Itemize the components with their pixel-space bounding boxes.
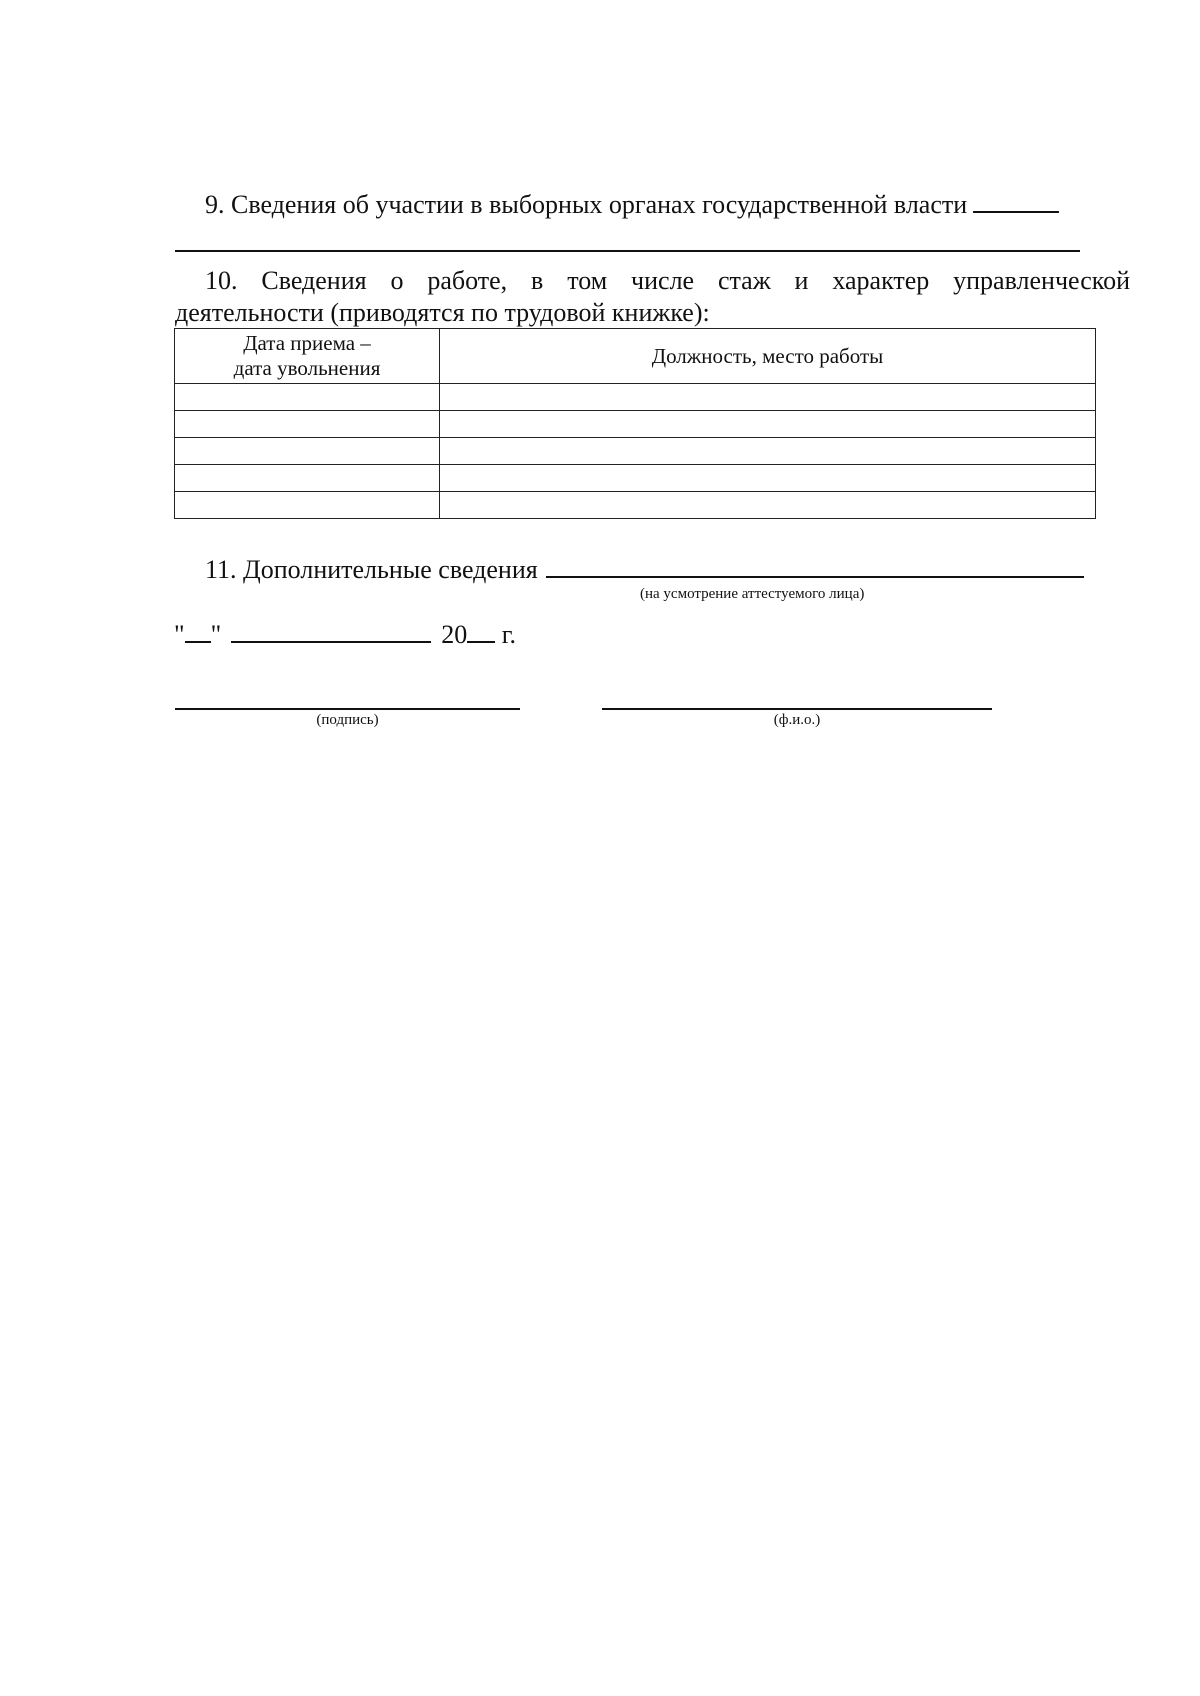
section-11-hint: (на усмотрение аттестуемого лица) bbox=[640, 586, 865, 602]
signature-caption: (подпись) bbox=[316, 712, 379, 728]
column-header-dates-line1: Дата приема – bbox=[243, 331, 371, 355]
date-year-field[interactable] bbox=[467, 621, 495, 643]
table-row bbox=[175, 438, 1096, 465]
table-cell-position[interactable] bbox=[440, 384, 1096, 411]
table-cell-position[interactable] bbox=[440, 492, 1096, 519]
table-row bbox=[175, 384, 1096, 411]
date-year-suffix: г. bbox=[501, 620, 516, 649]
column-header-dates bbox=[175, 329, 440, 384]
section-11-heading bbox=[205, 555, 1084, 585]
section-11-blank-field[interactable] bbox=[546, 556, 1084, 578]
table-cell-dates[interactable] bbox=[175, 492, 440, 519]
table-row bbox=[175, 492, 1096, 519]
table-cell-position[interactable] bbox=[440, 411, 1096, 438]
section-10-heading-line2: деятельности (приводятся по трудовой книжке): bbox=[175, 298, 710, 327]
section-9-heading bbox=[205, 190, 1059, 220]
column-header-dates-line2: дата увольнения bbox=[233, 356, 381, 380]
full-name-caption: (ф.и.о.) bbox=[773, 712, 821, 728]
table-cell-dates[interactable] bbox=[175, 384, 440, 411]
table-row bbox=[175, 465, 1096, 492]
table-cell-position[interactable] bbox=[440, 465, 1096, 492]
section-10-heading-line1: 10. Сведения о работе, в том числе стаж и характер управленческой bbox=[205, 266, 1130, 295]
date-quote-close: " bbox=[210, 620, 222, 649]
full-name-field[interactable] bbox=[602, 708, 992, 710]
table-row bbox=[175, 411, 1096, 438]
table-cell-dates[interactable] bbox=[175, 465, 440, 492]
section-9-blank-field[interactable] bbox=[973, 191, 1059, 213]
signature-field[interactable] bbox=[175, 708, 520, 710]
date-day-field[interactable] bbox=[185, 621, 211, 643]
date-quote-open: " bbox=[174, 620, 185, 649]
date-line bbox=[174, 620, 516, 650]
section-9-continuation-line[interactable] bbox=[175, 250, 1080, 252]
work-history-table bbox=[174, 328, 1096, 519]
table-cell-position[interactable] bbox=[440, 438, 1096, 465]
section-11-label: 11. Дополнительные сведения bbox=[205, 555, 538, 584]
table-header-row bbox=[175, 329, 1096, 384]
table-cell-dates[interactable] bbox=[175, 438, 440, 465]
column-header-position: Должность, место работы bbox=[440, 329, 1096, 384]
date-year-prefix: 20 bbox=[441, 620, 468, 649]
date-month-field[interactable] bbox=[231, 621, 431, 643]
section-9-text: 9. Сведения об участии в выборных органах государственной власти bbox=[205, 190, 968, 219]
table-cell-dates[interactable] bbox=[175, 411, 440, 438]
